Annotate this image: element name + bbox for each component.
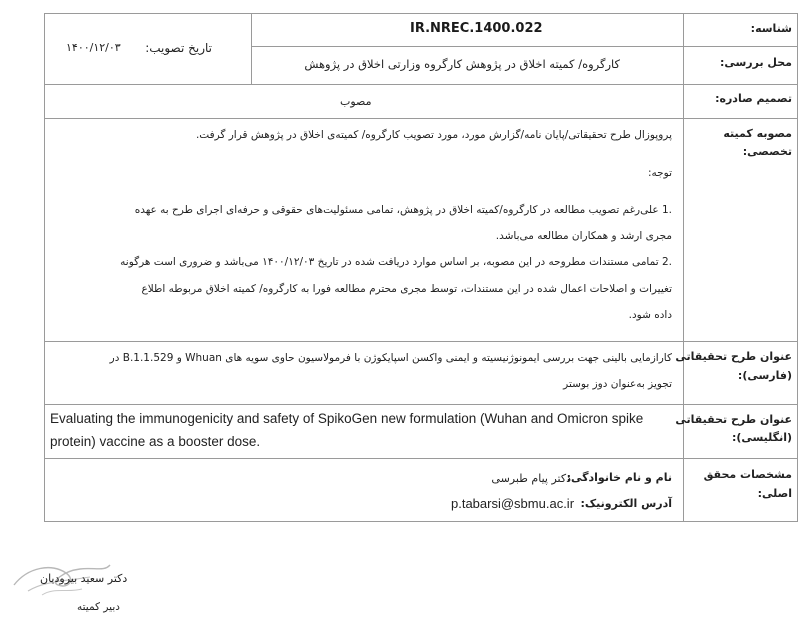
table-label-column-divider [683,13,684,522]
table-row-divider [251,46,798,47]
signature-role: دبیر کمیته [77,601,120,613]
note2-line1: .2 تمامی مستندات مطروحه در این مصوبه، بر اساس موارد دریافت شده در تاریخ ۱۴۰۰/۱۲/۰۳ می‌باشد و ضروری است هرگونه [120,256,672,268]
note-heading: توجه: [647,167,672,179]
committee-label-line1: مصوبه کمیته [723,127,792,140]
venue-value: کارگروه/ کمیته اخلاق در پژوهش کارگروه وزارتی اخلاق در پژوهش [304,57,620,71]
title-fa-label-line1: عنوان طرح تحقیقاتی [675,350,792,363]
table-row-divider [44,341,798,342]
researcher-email-label: آدرس الکترونیک: [580,497,672,510]
researcher-label-line1: مشخصات محقق [703,468,792,481]
table-row-divider [44,404,798,405]
title-en-line1: Evaluating the immunogenicity and safety of SpikoGen new formulation (Wuhan and Omicron spike [50,411,644,426]
table-row-divider [44,84,798,85]
table-border-top [44,13,798,14]
researcher-email-value: p.tabarsi@sbmu.ac.ir [451,496,575,511]
table-border-left [44,13,45,522]
table-border-bottom [44,521,798,522]
researcher-name-label: نام و نام خانوادگی: [566,471,672,484]
decision-value: مصوب [340,95,372,108]
researcher-name-value: دکتر پیام طبرسی [491,472,571,485]
venue-label: محل بررسی: [719,56,792,69]
decision-label: تصمیم صادره: [715,92,792,105]
note2-line3: داده شود. [628,309,672,321]
note1-line2: مجری ارشد و همکاران مطالعه می‌باشد. [495,230,672,242]
title-en-label-line1: عنوان طرح تحقیقاتی [675,413,792,426]
approval-date-value: ۱۴۰۰/۱۲/۰۳ [66,41,121,54]
table-row-divider [44,118,798,119]
title-en-label-line2: (انگلیسی): [731,431,792,444]
committee-label-line2: تخصصی: [742,145,792,158]
table-border-right [797,13,798,522]
note1-line1: .1 علی‌رغم تصویب مطالعه در کارگروه/کمیته اخلاق در پژوهش، تمامی مسئولیت‌های حقوقی و حرفه‌ای اجرای طرح به عهده [134,204,672,216]
title-fa-line1: کارازمایی بالینی جهت بررسی ایمونوژنیسیته و ایمنی واکسن اسپایکوژن با فرمولاسیون حاوی سویه های Whuan و B.1.1.529 در [109,352,672,364]
note2-line2: تغییرات و اصلاحات اعمال شده در این مستندات، توسط مجری محترم مطالعه فورا به کارگروه/ کمیته اخلاق مربوطه اطلاع [141,283,672,295]
committee-intro: پروپوزال طرح تحقیقاتی/پایان نامه/گزارش مورد، مورد تصویب کارگروه/ کمیته‌ی اخلاق در پژوهش قرار گرفت. [195,129,672,141]
table-date-column-divider [251,13,252,85]
code-value: IR.NREC.1400.022 [410,21,543,36]
title-en-line2: protein) vaccine as a booster dose. [50,434,261,449]
title-fa-line2: تجویز به‌عنوان دوز بوستر [563,378,672,390]
signature-name: دکتر سعید بیرودیان [40,572,128,585]
researcher-label-line2: اصلی: [757,487,792,500]
table-row-divider [44,458,798,459]
code-label: شناسه: [750,22,792,35]
title-fa-label-line2: (فارسی): [737,369,792,382]
approval-date-label: تاریخ تصویب: [145,41,212,55]
